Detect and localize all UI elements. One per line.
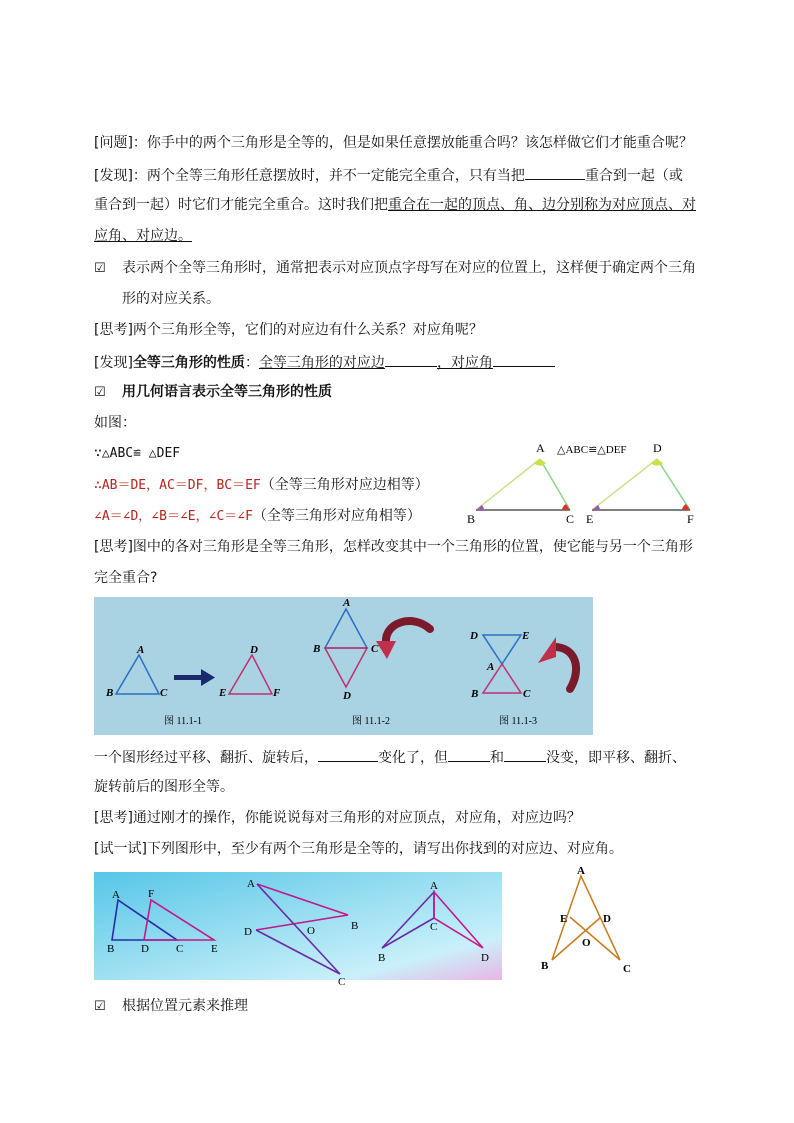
label-c: C [176, 943, 184, 955]
label-d: D [141, 943, 149, 955]
think-line-2b: 完全重合? [94, 570, 158, 586]
label-c: C [371, 643, 379, 655]
fill-blank[interactable] [504, 746, 546, 762]
label-d: D [470, 630, 478, 642]
side-ab [476, 459, 540, 510]
transform-line-1: 一个图形经过平移、翻折、旋转后， 变化了，但 和 没变，即平移、翻折、 [94, 746, 686, 768]
discovery-line-3: 应角、对应边。 [94, 228, 192, 244]
congruent-triangles-figure [462, 438, 702, 530]
isosceles-crossing-figure [532, 862, 642, 980]
fill-blank[interactable] [525, 164, 585, 180]
caption-1: 图 11.1-1 [164, 716, 202, 727]
transformation-figures [94, 597, 593, 735]
label-e: E [211, 943, 218, 955]
fill-blank[interactable] [493, 351, 555, 367]
as-shown-line: 如图： [94, 415, 136, 431]
label-o: O [582, 937, 591, 949]
label-e: E [219, 687, 227, 699]
label-d: D [481, 952, 489, 964]
label-f: F [687, 512, 694, 526]
label-b: B [471, 688, 479, 700]
label-e: E [560, 913, 568, 925]
given-line: ∵△ABC≌ △DEF [94, 446, 181, 461]
label-d: D [250, 644, 258, 656]
checkbox-icon: ☑ [94, 261, 106, 276]
label-c: C [566, 512, 575, 526]
label-f: F [148, 888, 155, 900]
label-c: C [338, 976, 346, 988]
caption-3: 图 11.1-3 [499, 716, 537, 727]
discovery-line-1: [发现]：两个全等三角形任意摆放时，并不一定能完全重合，只有当把 重合到一起（或 [94, 164, 683, 186]
label-a: A [137, 644, 145, 656]
label-d: D [603, 913, 611, 925]
label-c: C [430, 921, 438, 933]
label-d: D [653, 441, 662, 455]
think-line-2a: [思考]图中的各对三角形是全等三角形，怎样改变其中一个三角形的位置，使它能与另一个三角形 [94, 539, 693, 555]
fill-blank[interactable] [448, 746, 490, 762]
label-e: E [522, 630, 530, 642]
label-b: B [313, 643, 321, 655]
label-a: A [536, 441, 545, 455]
label-d: D [244, 926, 252, 938]
label-a: A [487, 661, 495, 673]
label-b: B [467, 512, 476, 526]
angles-line: ∠A＝∠D，∠B＝∠E，∠C＝∠F（全等三角形对应角相等） [94, 508, 421, 524]
note-line-1: ☑ 表示两个全等三角形时，通常把表示对应顶点字母写在对应的位置上，这样便于确定两个三角 [94, 258, 696, 279]
label-e: E [586, 512, 594, 526]
property-line: [发现]全等三角形的性质：全等三角形的对应边 ，对应角 [94, 351, 555, 373]
note-line-2: 形的对应关系。 [122, 291, 220, 307]
try-line: [试一试]下列图形中，至少有两个三角形是全等的，请写出你找到的对应边、对应角。 [94, 841, 623, 857]
figure-background [94, 597, 593, 735]
congruence-title: △ABC≌△DEF [557, 444, 627, 456]
label-a: A [343, 597, 351, 609]
label-b: B [541, 960, 549, 972]
label-a: A [112, 889, 120, 901]
caption-2: 图 11.1-2 [352, 716, 390, 727]
checkbox-icon: ☑ [94, 999, 106, 1014]
problem-line: [问题]：你手中的两个三角形是全等的，但是如果任意摆放能重合吗？该怎样做它们才能重合呢？ [94, 135, 693, 151]
think-line-3: [思考]通过刚才的操作，你能说说每对三角形的对应顶点，对应角，对应边吗？ [94, 810, 581, 826]
label-a: A [577, 865, 585, 877]
try-it-figures [94, 872, 502, 988]
label-a: A [247, 878, 255, 890]
side-de [592, 459, 657, 510]
label-b: B [351, 920, 359, 932]
think-line: [思考]两个三角形全等，它们的对应边有什么关系？对应角呢？ [94, 322, 483, 338]
checkbox-icon: ☑ [94, 385, 106, 400]
label-c: C [523, 688, 531, 700]
side-df [657, 459, 690, 510]
side-ac [540, 459, 570, 510]
label-o: O [307, 925, 315, 937]
sides-line: ∴AB＝DE，AC＝DF，BC＝EF（全等三角形对应边相等） [94, 477, 429, 493]
label-b: B [106, 687, 114, 699]
label-b: B [378, 952, 386, 964]
label-d: D [343, 690, 351, 702]
section-heading-2: ☑ 根据位置元素来推理 [94, 996, 248, 1017]
label-a: A [430, 880, 438, 892]
label-c: C [623, 963, 631, 975]
angle-e-mark [592, 505, 600, 510]
arrow-shaft [174, 675, 202, 680]
label-b: B [107, 943, 115, 955]
label-f: F [273, 687, 281, 699]
label-c: C [160, 687, 168, 699]
fill-blank[interactable] [385, 351, 437, 367]
discovery-line-2: 重合到一起）时它们才能完全重合。这时我们把重合在一起的顶点、角、边分别称为对应顶点、对 [94, 197, 696, 213]
transform-line-2: 旋转前后的图形全等。 [94, 779, 234, 795]
section-heading-1: ☑ 用几何语言表示全等三角形的性质 [94, 382, 332, 403]
fill-blank[interactable] [318, 746, 378, 762]
angle-b-mark [476, 505, 484, 510]
